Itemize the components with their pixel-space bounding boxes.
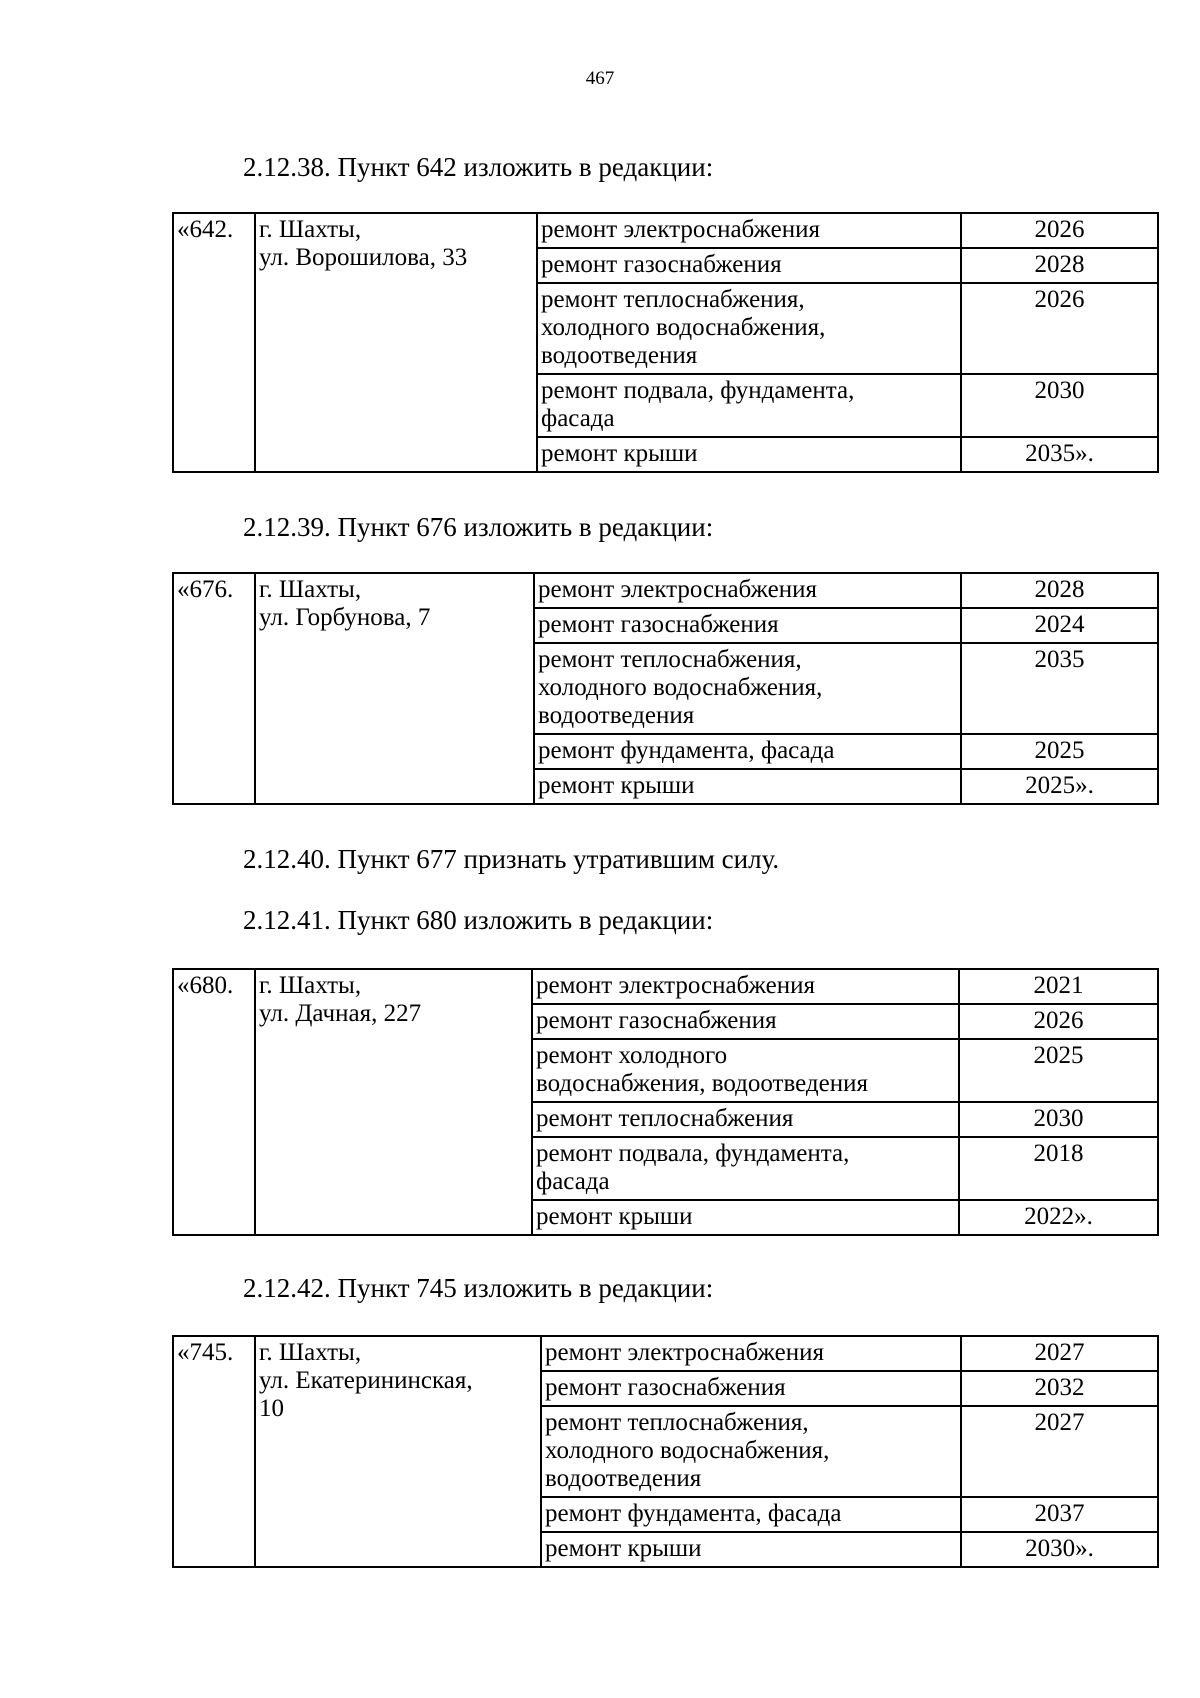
paragraph-2-12-42: 2.12.42. Пункт 745 изложить в редакции: — [243, 1273, 714, 1303]
work-year: 2026 — [961, 283, 1158, 374]
item-number: «676. — [173, 573, 255, 804]
work-year: 2018 — [959, 1137, 1158, 1200]
work-year: 2035». — [961, 437, 1158, 472]
work-type: ремонт теплоснабжения, холодного водоснабжения, водоотведения — [541, 1406, 961, 1497]
item-address: г. Шахты, ул. Горбунова, 7 — [255, 573, 534, 804]
work-type: ремонт газоснабжения — [541, 1371, 961, 1406]
work-year: 2032 — [961, 1371, 1158, 1406]
item-table-642 — [172, 212, 1159, 473]
work-year: 2025 — [959, 1039, 1158, 1102]
work-year: 2026 — [959, 1004, 1158, 1039]
work-year: 2030». — [961, 1532, 1158, 1567]
work-year: 2028 — [961, 573, 1158, 608]
work-type: ремонт фундамента, фасада — [534, 734, 961, 769]
item-address: г. Шахты, ул. Екатерининская, 10 — [255, 1336, 541, 1567]
paragraph-2-12-40: 2.12.40. Пункт 677 признать утратившим силу. — [243, 844, 780, 874]
table-row — [173, 213, 1158, 248]
work-type: ремонт газоснабжения — [534, 608, 961, 643]
work-year: 2027 — [961, 1406, 1158, 1497]
work-type: ремонт крыши — [532, 1200, 959, 1235]
work-type: ремонт газоснабжения — [532, 1004, 959, 1039]
work-type: ремонт крыши — [534, 769, 961, 804]
item-number: «745. — [173, 1336, 255, 1567]
table-row — [173, 969, 1158, 1004]
item-table-676 — [172, 572, 1159, 805]
work-type: ремонт электроснабжения — [534, 573, 961, 608]
work-year: 2025». — [961, 769, 1158, 804]
work-year: 2027 — [961, 1336, 1158, 1371]
item-address: г. Шахты, ул. Ворошилова, 33 — [255, 213, 537, 472]
work-year: 2035 — [961, 643, 1158, 734]
work-year: 2025 — [961, 734, 1158, 769]
work-type: ремонт крыши — [537, 437, 961, 472]
page-number: 467 — [585, 68, 615, 89]
item-number: «680. — [173, 969, 255, 1235]
work-type: ремонт холодного водоснабжения, водоотведения — [532, 1039, 959, 1102]
work-year: 2037 — [961, 1497, 1158, 1532]
work-type: ремонт теплоснабжения — [532, 1102, 959, 1137]
work-type: ремонт газоснабжения — [537, 248, 961, 283]
work-year: 2028 — [961, 248, 1158, 283]
table-row — [173, 1336, 1158, 1371]
work-year: 2026 — [961, 213, 1158, 248]
work-year: 2030 — [959, 1102, 1158, 1137]
work-type: ремонт электроснабжения — [537, 213, 961, 248]
work-type: ремонт фундамента, фасада — [541, 1497, 961, 1532]
work-year: 2024 — [961, 608, 1158, 643]
work-type: ремонт электроснабжения — [532, 969, 959, 1004]
work-year: 2030 — [961, 374, 1158, 437]
item-table-680 — [172, 968, 1159, 1236]
paragraph-2-12-41: 2.12.41. Пункт 680 изложить в редакции: — [243, 905, 714, 935]
item-address: г. Шахты, ул. Дачная, 227 — [255, 969, 532, 1235]
work-type: ремонт крыши — [541, 1532, 961, 1567]
table-row — [173, 573, 1158, 608]
paragraph-2-12-39: 2.12.39. Пункт 676 изложить в редакции: — [243, 512, 714, 542]
work-year: 2021 — [959, 969, 1158, 1004]
work-type: ремонт теплоснабжения, холодного водоснабжения, водоотведения — [537, 283, 961, 374]
item-table-745 — [172, 1335, 1159, 1568]
work-type: ремонт подвала, фундамента, фасада — [532, 1137, 959, 1200]
item-number: «642. — [173, 213, 255, 472]
work-year: 2022». — [959, 1200, 1158, 1235]
work-type: ремонт теплоснабжения, холодного водоснабжения, водоотведения — [534, 643, 961, 734]
work-type: ремонт подвала, фундамента, фасада — [537, 374, 961, 437]
work-type: ремонт электроснабжения — [541, 1336, 961, 1371]
paragraph-2-12-38: 2.12.38. Пункт 642 изложить в редакции: — [243, 152, 714, 182]
